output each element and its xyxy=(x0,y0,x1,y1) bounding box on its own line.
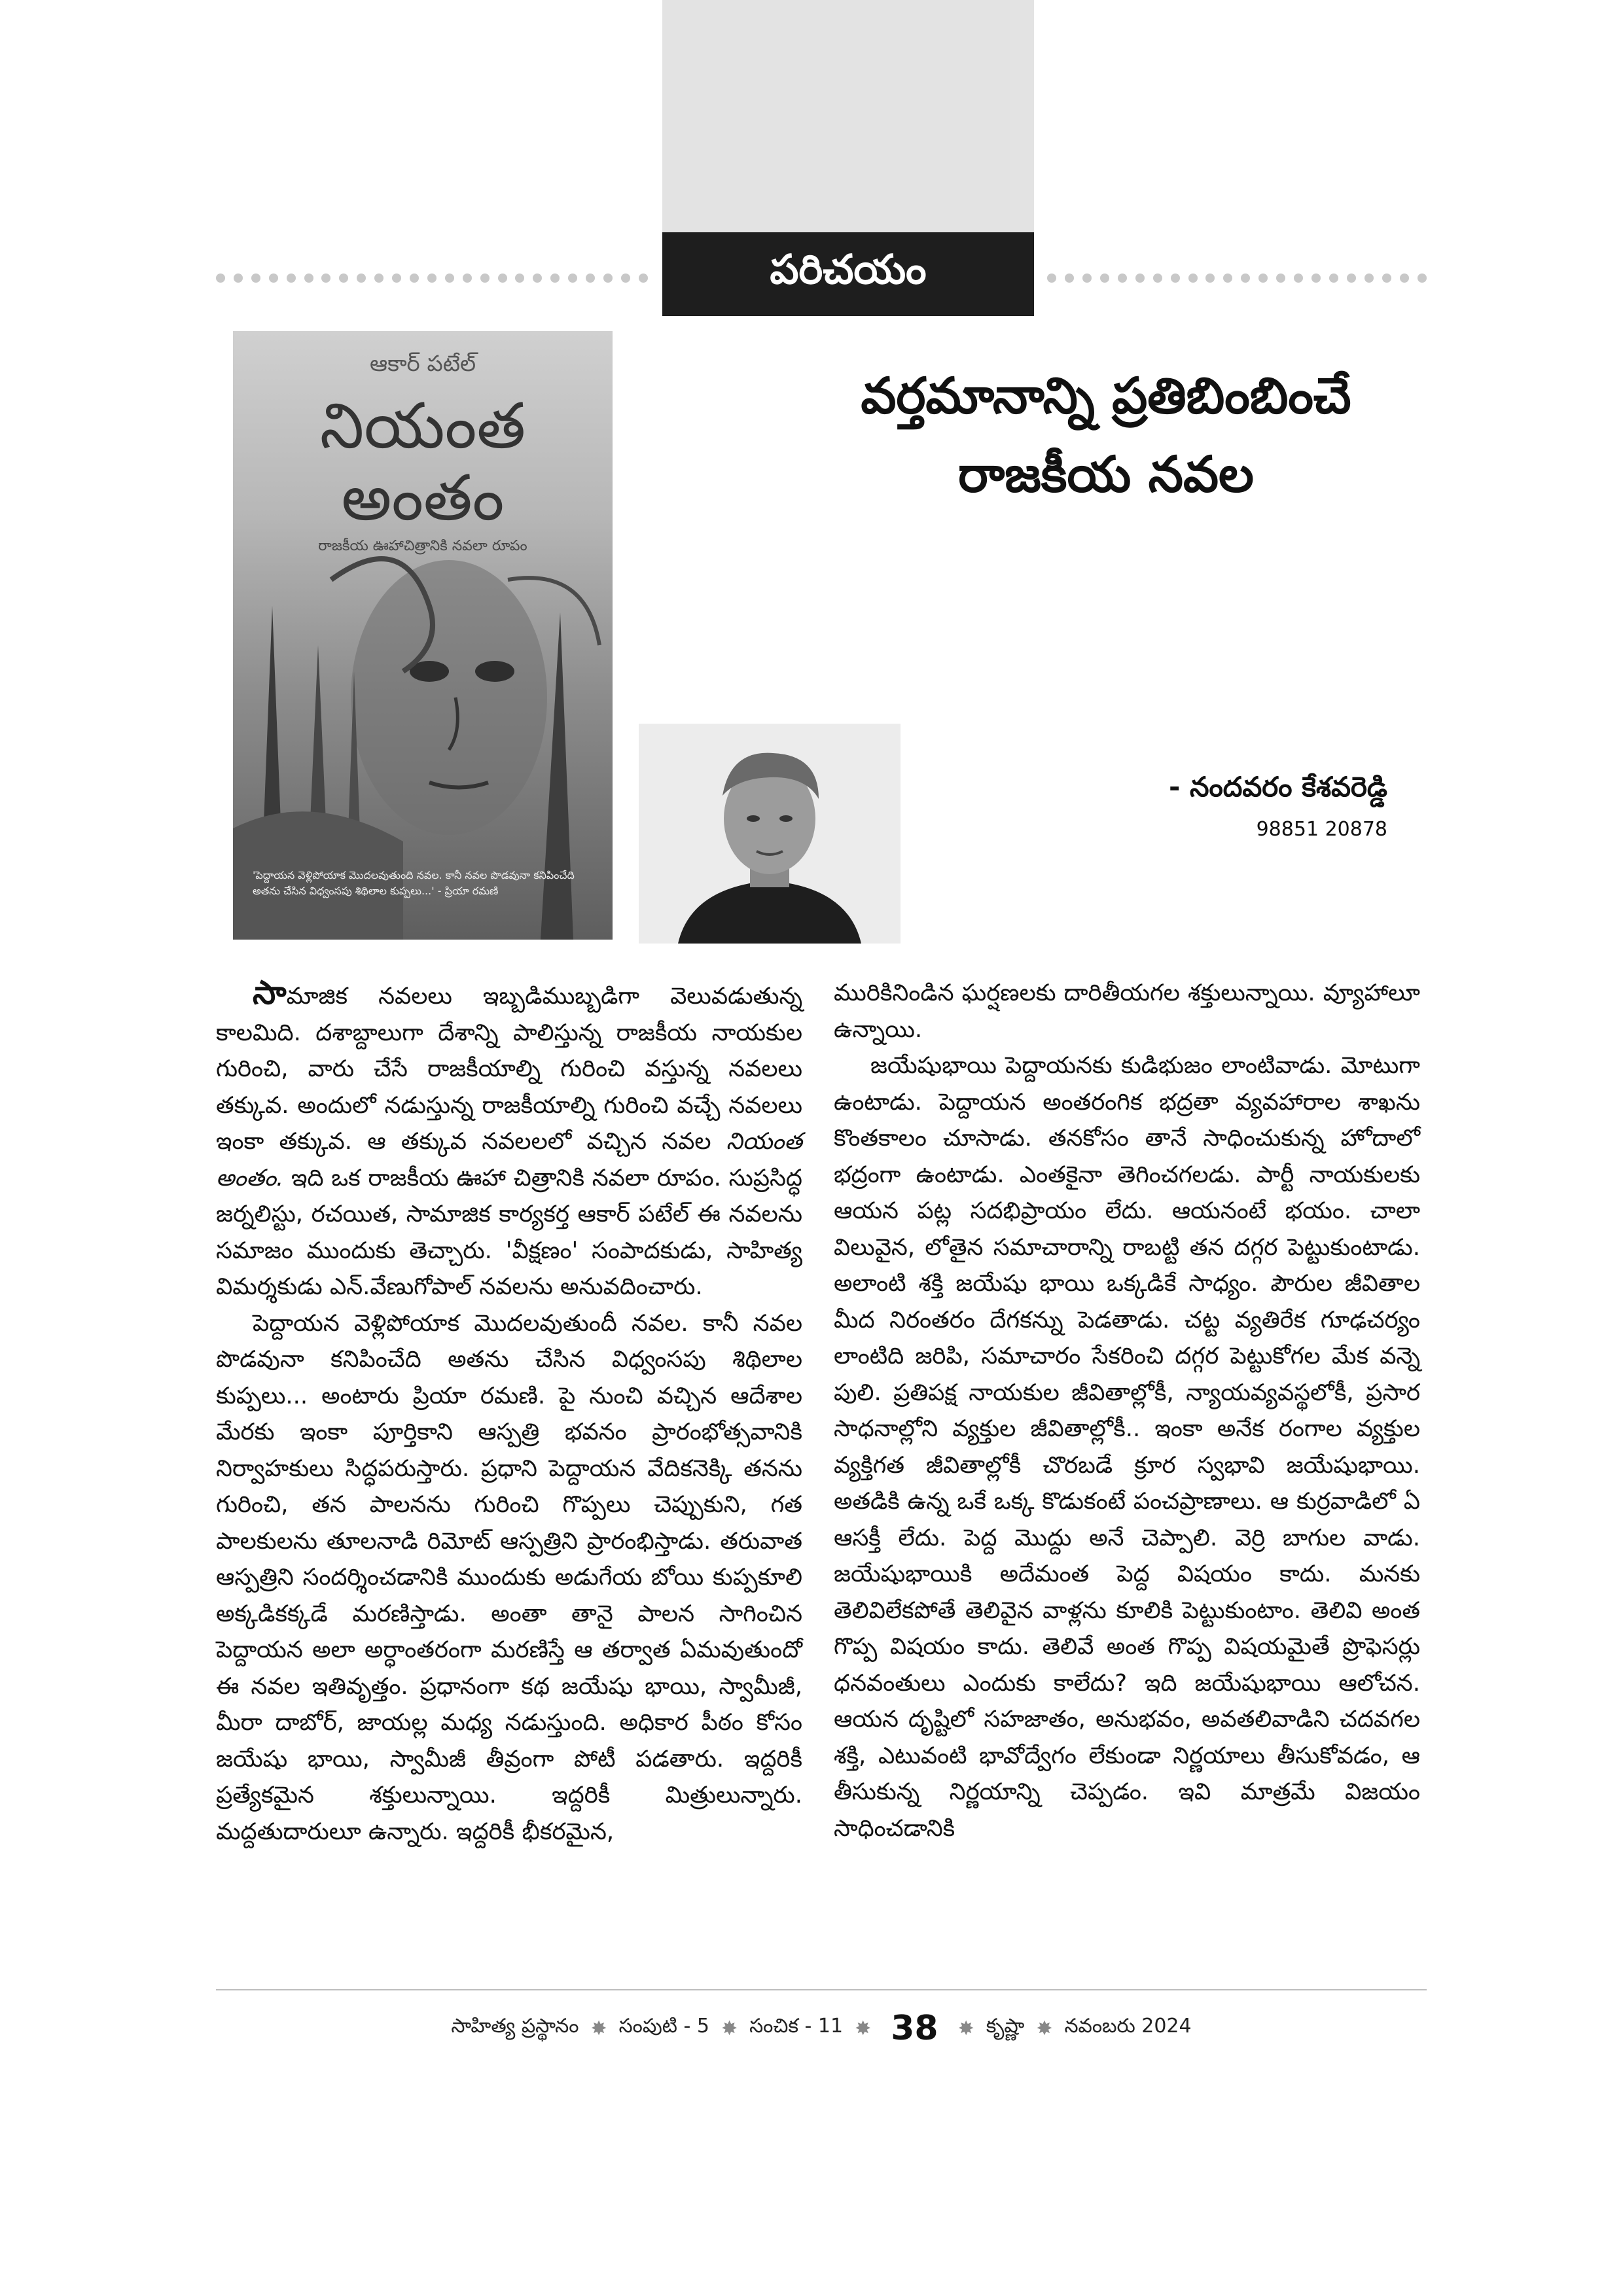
book-title xyxy=(233,390,613,534)
footer-issue: సంచిక - 11 xyxy=(749,2015,844,2038)
author-byline: - నందవరం కేశవరెడ్డి xyxy=(1168,771,1387,803)
headline-line2: రాజకీయ నవల xyxy=(958,445,1254,503)
dotted-rule-right xyxy=(1047,274,1427,285)
article-column-2 xyxy=(834,975,1420,1846)
dotted-rule-left xyxy=(216,274,648,285)
book-subtitle: రాజకీయ ఊహాచిత్రానికి నవలా రూపం xyxy=(318,538,527,554)
col1-paragraph-2: పెద్దాయన వెళ్లిపోయాక మొదలవుతుందీ నవల. కానీ నవల పొడవునా కనిపించేది అతను చేసిన విధ్వంసపు శిథిలాల కుప్పలు... అంటారు ప్రియా రమణి. పై నుంచి వచ్చిన ఆదేశాల మేరకు ఇంకా పూర్తికాని ఆస్పత్రి భవనం ప్రారంభోత్సవానికి నిర్వాహకులు సిద్ధపరుస్తారు. ప్రధాని పెద్దాయన వేదికనెక్కి తనను గురించి, తన పాలనను గురించి గొప్పలు చెప్పుకుని, గత పాలకులను తూలనాడి రిమోట్ ఆస్పత్రిని ప్రారంభిస్తాడు. తరువాత ఆస్పత్రిని సందర్శించడానికి ముందుకు అడుగేయ బోయి కుప్పకూలి అక్కడికక్కడే మరణిస్తాడు. అంతా తానై పాలన సాగించిన పెద్దాయన అలా అర్ధాంతరంగా మరణిస్తే ఆ తర్వాత ఏమవుతుందో ఈ నవల ఇతివృత్తం. ప్రధానంగా కథ జయేషు భాయి, స్వామీజీ, మీరా దాబోర్, జాయల్ల మధ్య నడుస్తుంది. అధికార పీఠం కోసం జయేషు భాయి, స్వామీజీ తీవ్రంగా పోటీ పడతారు. ఇద్దరికీ ప్రత్యేకమైన శక్తులున్నాయి. ఇద్దరికీ మిత్రులున్నారు. మద్దతుదారులూ ఉన్నారు. ఇద్దరికీ భీకరమైన, xyxy=(216,1309,802,1845)
col2-paragraph-1: మురికినిండిన ఘర్షణలకు దారితీయగల శక్తులున్నాయి. వ్యూహాలూ ఉన్నాయి. xyxy=(834,980,1420,1043)
footer-rule xyxy=(216,1989,1427,1990)
star-separator-icon: ✸ xyxy=(721,2017,738,2040)
star-separator-icon: ✸ xyxy=(590,2017,607,2040)
page-number: 38 xyxy=(891,2009,938,2048)
page-footer xyxy=(216,2002,1427,2055)
book-title-inline: నియంత అంతం. xyxy=(216,1128,802,1192)
star-separator-icon: ✸ xyxy=(855,2017,872,2040)
book-author: ఆకార్ పటేల్ xyxy=(369,351,476,377)
author-photo xyxy=(639,724,901,944)
book-cover-image xyxy=(233,331,613,940)
book-cover-quote: 'పెద్దాయన వెళ్లిపోయాక మొదలవుతుంది నవల. కానీ నవల పొడవునా కనిపించేది అతను చేసిన విధ్వంసపు శిథిలాల కుప్పలు...' - ప్రియా రమణి xyxy=(253,869,575,897)
drop-cap: సా xyxy=(253,974,287,1012)
headline-line1: వర్తమానాన్ని ప్రతిబింబించే xyxy=(861,366,1351,425)
author-phone: 98851 20878 xyxy=(1256,818,1387,841)
star-separator-icon: ✸ xyxy=(1036,2017,1053,2040)
footer-volume: సంపుటి - 5 xyxy=(618,2015,709,2038)
author-portrait xyxy=(639,724,901,944)
book-title-line1: నియంత xyxy=(319,389,526,463)
col1-p1-text-a: మాజిక నవలలు ఇబ్బడిముబ్బడిగా వెలువడుతున్న కాలమిది. దశాబ్దాలుగా దేశాన్ని పాలిస్తున్న రాజకీయ నాయకుల గురించి, వారు చేసే రాజకీయాల్ని గురించి వస్తున్న నవలలు తక్కువ. అందులో నడుస్తున్న రాజకీయాల్ని గురించి వచ్చే నవలలు ఇంకా తక్కువ. ఆ తక్కువ నవలలలో వచ్చిన నవల xyxy=(216,983,802,1155)
col1-p1-text-b: ఇది ఒక రాజకీయ ఊహా చిత్రానికి నవలా రూపం. సుప్రసిద్ధ జర్నలిస్టు, రచయిత, సామాజిక కార్యకర్త ఆకార్ పటేల్ ఈ నవలను సమాజం ముందుకు తెచ్చారు. 'వీక్షణం' సంపాదకుడు, సాహిత్య విమర్శకుడు ఎన్.వేణుగోపాల్ నవలను అనువదించారు. xyxy=(216,1164,802,1300)
col2-paragraph-2: జయేషుభాయి పెద్దాయనకు కుడిభుజం లాంటివాడు. మోటుగా ఉంటాడు. పెద్దాయన అంతరంగిక భద్రతా వ్యవహారాల శాఖను కొంతకాలం చూసాడు. తనకోసం తానే సాధించుకున్న హోదాలో భద్రంగా ఉంటాడు. ఎంతకైనా తెగించగలడు. పార్టీ నాయకులకు ఆయన పట్ల సదభిప్రాయం లేదు. ఆయనంటే భయం. చాలా విలువైన, లోతైన సమాచారాన్ని రాబట్టి తన దగ్గర పెట్టుకుంటాడు. అలాంటి శక్తి జయేషు భాయి ఒక్కడికే సాధ్యం. పౌరుల జీవితాల మీద నిరంతరం దేగకన్ను పెడతాడు. చట్ట వ్యతిరేక గూఢచర్యం లాంటిది జరిపి, సమాచారం సేకరించి దగ్గర పెట్టుకోగల మేక వన్నె పులి. ప్రతిపక్ష నాయకుల జీవితాల్లోకీ, న్యాయవ్యవస్థలోకీ, ప్రసార సాధనాల్లోని వ్యక్తుల జీవితాల్లోకీ.. ఇంకా అనేక రంగాల వ్యక్తుల వ్యక్తిగత జీవితాల్లోకీ చొరబడే క్రూర స్వభావి జయేషుభాయి. అతడికి ఉన్న ఒకే ఒక్క కొడుకంటే పంచప్రాణాలు. ఆ కుర్రవాడిలో ఏ ఆసక్తీ లేదు. పెద్ద మొద్దు అనే చెప్పాలి. వెర్రి బాగుల వాడు. జయేషుభాయికి అదేమంత పెద్ద విషయం కాదు. మనకు తెలివిలేకపోతే తెలివైన వాళ్లను కూలికి పెట్టుకుంటాం. తెలివి అంత గొప్ప విషయం కాదు. తెలివే అంత గొప్ప విషయమైతే ప్రొఫెసర్లు ధనవంతులు ఎందుకు కాలేదు? ఇది జయేషుభాయి ఆలోచన. ఆయన దృష్టిలో సహజాతం, అనుభవం, అవతలివాడిని చదవగల శక్తి, ఎటువంటి భావోద్వేగం లేకుండా నిర్ణయాలు తీసుకోవడం, ఆ తీసుకున్న నిర్ణయాన్ని చెప్పడం. ఇవి మాత్రమే విజయం సాధించడానికి xyxy=(834,1052,1420,1842)
footer-year-name: కృష్ణా xyxy=(986,2015,1025,2038)
star-separator-icon: ✸ xyxy=(957,2017,974,2040)
col1-paragraph-1 xyxy=(216,975,802,1305)
book-title-line2: అంతం xyxy=(341,461,505,535)
article-column-1 xyxy=(216,975,802,1850)
section-label: పరిచయం xyxy=(662,232,1034,316)
footer-month: నవంబరు 2024 xyxy=(1064,2015,1192,2038)
article-headline xyxy=(779,357,1433,514)
footer-magazine: సాహిత్య ప్రస్థానం xyxy=(451,2015,579,2038)
top-tab-bar xyxy=(662,0,1034,232)
